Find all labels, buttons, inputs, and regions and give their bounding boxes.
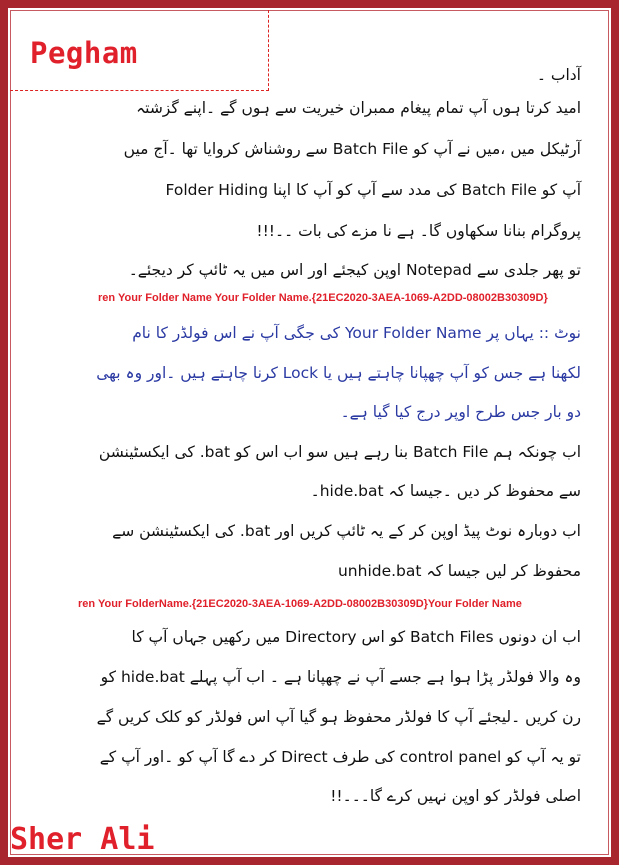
paragraph5-line1: اب ان دونوں Batch Files کو اس Directory میں رکھیں جہاں آپ کا [131,628,581,646]
paragraph1-line3: آپ کو Batch File کی مدد سے آپ کو آپ کا اپنا Folder Hiding [165,181,581,199]
paragraph1-line2: آرٹیکل میں ،میں نے آپ کو Batch File سے روشناش کروایا تھا ۔آج میں [123,140,581,158]
paragraph4-line1: اب دوبارہ نوٹ پیڈ اوپن کر کے یہ ٹائپ کریں اور bat. کی ایکسٹینشن سے [112,522,581,540]
paragraph2: تو پھر جلدی سے Notepad اوپن کیجئے اور اس میں یہ ٹائپ کر دیجئے۔ [128,261,581,279]
paragraph5-line3: رن کریں ۔لیجئے آپ کا فولڈر محفوظ ہو گیا آپ اس فولڈر کو کلک کریں گے [96,708,581,726]
paragraph1-line4: پروگرام بنانا سکھاوں گا۔ ہے نا مزے کی بات ۔۔!!! [256,222,581,240]
paragraph5-line5: اصلی فولڈر کو اوپن نہیں کرے گا۔۔۔!! [330,787,581,805]
paragraph3-line1: اب چونکہ ہم Batch File بنا رہے ہیں سو اب اس کو bat. کی ایکسٹینشن [98,443,581,461]
code-line-2: ren Your FolderName.{21EC2020-3AEA-1069-A2DD-08002B30309D}Your Folder Name [78,598,522,610]
paragraph1-line1: امید کرتا ہوں آپ تمام پیغام ممبران خیریت سے ہوں گے ۔اپنے گزشتہ [136,99,581,117]
note-line1: نوٹ :: یہاں پر Your Folder Name کی جگی آپ نے اس فولڈر کا نام [132,324,581,342]
brand-title: Pegham [30,36,138,70]
paragraph5-line4: تو یہ آپ کو control panel کی طرف Direct کر دے گا آپ کو ۔اور آپ کے [99,748,581,766]
code-line-1: ren Your Folder Name Your Folder Name.{21EC2020-3AEA-1069-A2DD-08002B30309D} [98,292,548,304]
paragraph5-line2: وہ والا فولڈر پڑا ہوا ہے جسے آپ نے چھپانا ہے ۔ اب آپ پہلے hide.bat کو [100,668,581,686]
note-line2: لکھنا ہے جس کو آپ چھپانا چاہتے ہیں یا Lock کرنا چاہتے ہیں ۔اور وہ بھی [96,364,581,382]
inner-border [10,10,609,855]
note-line3: دو بار جس طرح اوپر درج کیا گیا ہے۔ [340,403,581,421]
greeting: آداب ۔ [536,66,581,84]
paragraph4-line2: محفوظ کر لیں جیسا کہ unhide.bat [337,562,581,580]
author-name: Sher Ali [10,822,155,857]
paragraph3-line2: سے محفوظ کر دیں ۔جیسا کہ hide.bat۔ [310,482,581,500]
